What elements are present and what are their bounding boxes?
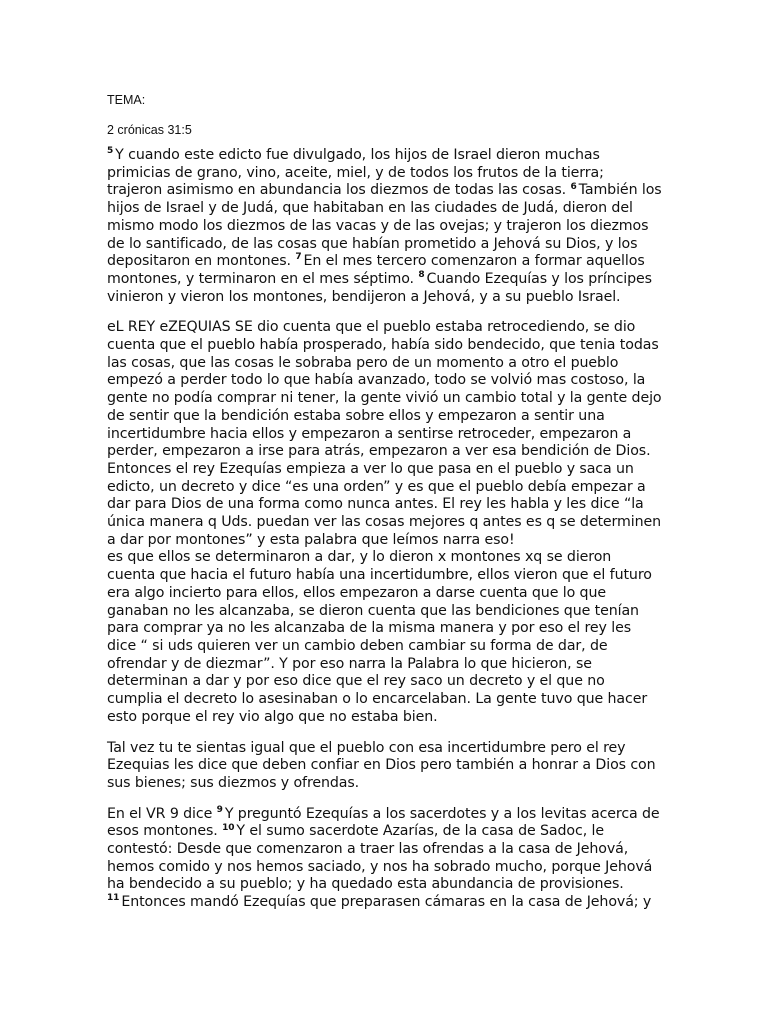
intro-text: En el VR 9 dice xyxy=(107,805,213,822)
scripture-passage xyxy=(107,806,662,912)
verse-number: 11 xyxy=(107,893,120,904)
document-body xyxy=(107,92,662,925)
verse-text: Cuando Ezequías y los príncipes vinieron y vieron los montones, bendijeron a Jehová, y a su pueblo Israel. xyxy=(107,270,652,305)
verse-text: En el mes tercero comenzaron a formar aquellos montones, y terminaron en el mes séptimo. xyxy=(107,253,645,287)
verse-number: 9 xyxy=(216,804,223,815)
verse-text: Y cuando este edicto fue divulgado, los hijos de Israel dieron muchas primicias de grano, vino, aceite, miel, y de todos los frutos de la tierra; trajeron asimismo en abundancia los diezmos de todas las cosas. xyxy=(107,147,604,199)
verse-number: 8 xyxy=(418,270,425,281)
verse-number: 7 xyxy=(295,252,302,263)
verse-number: 6 xyxy=(570,181,577,192)
scripture-passage xyxy=(107,147,662,306)
verse-text: También los hijos de Israel y de Judá, que habitaban en las ciudades de Judá, dieron del mismo modo los diezmos de las vacas y de las ovejas; y trajeron los diezmos de lo santificado, de las cosas que habían prometido a Jehová su Dios, y los depositaron en montones. xyxy=(107,182,662,270)
commentary-paragraph: eL REY eZEQUIAS SE dio cuenta que el pueblo estaba retrocediendo, se dio cuenta que el pueblo había prosperado, había sido bendecido, que tenia todas las cosas, que las cosas le sobraba pero de un momento a otro el pueblo empezó a perder todo lo que había avanzado, todo se volvió mas costoso, la gente no podía comprar ni tener, la gente vivió un cambio total y la gente dejo de sentir que la bendición estaba sobre ellos y empezaron a sentir una incertidumbre hacia ellos y empezaron a sentirse retroceder, empezaron a perder, empezaron a irse para atrás, empezaron a ver esa bendición de Dios. Entonces el rey Ezequías empieza a ver lo que pasa en el pueblo y saca un edicto, un decreto y dice “es una orden” y es que el pueblo debía empezar a dar para Dios de una forma como nunca antes. El rey les habla y les dice “la única manera q Uds. puedan ver las cosas mejores q antes es q se determinen a dar por montones” y esta palabra que leímos narra eso! xyxy=(107,319,662,548)
verse-text: Y preguntó Ezequías a los sacerdotes y a los levitas acerca de esos montones. xyxy=(107,805,660,840)
verse-number: 10 xyxy=(222,822,235,833)
verse-text: Entonces mandó Ezequías que preparasen cámaras en la casa de Jehová; y xyxy=(121,894,652,911)
commentary-paragraph: Tal vez tu te sientas igual que el pueblo con esa incertidumbre pero el rey Ezequias les dice que deben confiar en Dios pero también a honrar a Dios con sus bienes; sus diezmos y ofrendas. xyxy=(107,739,656,791)
scripture-reference: 2 crónicas 31:5 xyxy=(107,123,192,137)
heading-label: TEMA: xyxy=(107,93,146,107)
verse-text: Y el sumo sacerdote Azarías, de la casa de Sadoc, le contestó: Desde que comenzaron a traer las ofrendas a la casa de Jehová, hemos comido y nos hemos saciado, y nos ha sobrado mucho, porque Jehová ha bendecido a su pueblo; y ha quedado esta abundancia de provisiones. xyxy=(107,823,653,893)
verse-number: 5 xyxy=(107,146,114,157)
commentary-paragraph: es que ellos se determinaron a dar, y lo dieron x montones xq se dieron cuenta que hacia el futuro había una incertidumbre, ellos vieron que el futuro era algo incierto para ellos, ellos empezaron a darse cuenta que lo que ganaban no les alcanzaba, se dieron cuenta que las bendiciones que tenían para comprar ya no les alcanzaba de la misma manera y por eso el rey les dice “ si uds quieren ver un cambio deben cambiar su forma de dar, de ofrendar y de diezmar”. Y por eso narra la Palabra lo que hicieron, se determinan a dar y por eso dice que el rey saco un decreto y el que no cumplia el decreto lo asesinaban o lo encarcelaban. La gente tuvo que hacer esto porque el rey vio algo que no estaba bien. xyxy=(107,549,652,725)
